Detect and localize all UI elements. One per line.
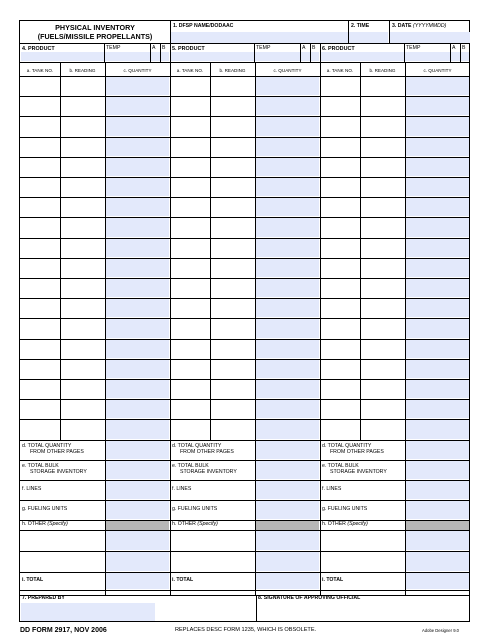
quantity-cell[interactable] (406, 218, 469, 236)
group-3-row-blank1-value[interactable] (406, 531, 469, 550)
reading-cell[interactable] (211, 259, 254, 277)
group-1-fueling-units-label: g. FUELING UNITS (22, 505, 68, 512)
quantity-cell[interactable] (256, 158, 319, 176)
reading-cell[interactable] (211, 380, 254, 398)
group-3-other-label (322, 522, 368, 528)
quantity-cell[interactable] (256, 299, 319, 317)
date-label: 3. DATE (YYYYMMDD) (392, 23, 447, 29)
quantity-cell[interactable] (106, 420, 169, 438)
quantity-cell[interactable] (406, 380, 469, 398)
tank-no-cell[interactable] (171, 198, 209, 216)
bottom-divider (20, 595, 469, 596)
reading-cell[interactable] (61, 400, 104, 418)
reading-cell[interactable] (61, 77, 104, 95)
group-3-row-blank1-specify-field[interactable] (321, 531, 404, 550)
signature-field[interactable] (257, 603, 470, 621)
group-1-b-divider (160, 43, 161, 62)
group-1-specify-note: (Specify) (47, 520, 68, 527)
group-2-other-label (172, 522, 218, 528)
tank-no-cell[interactable] (21, 178, 59, 196)
tank-no-cell[interactable] (171, 360, 209, 378)
group-3-a-label: A (452, 45, 456, 51)
reading-cell[interactable] (361, 158, 404, 176)
group-3-temp-label: TEMP (406, 45, 421, 51)
group-1-total-bulk-label: e. TOTAL BULK (22, 462, 59, 469)
group-2-total-quantity-label: d. TOTAL QUANTITY (172, 442, 222, 449)
reading-cell[interactable] (361, 117, 404, 135)
reading-cell[interactable] (361, 380, 404, 398)
tank-no-cell[interactable] (21, 420, 59, 438)
header-divider (20, 43, 469, 44)
quantity-cell[interactable] (106, 279, 169, 297)
tank-no-cell[interactable] (21, 198, 59, 216)
group-1-row-i-line (20, 590, 170, 591)
reading-cell[interactable] (361, 77, 404, 95)
group-3-total-bulk-label: e. TOTAL BULK (322, 462, 359, 469)
reading-cell[interactable] (361, 360, 404, 378)
quantity-cell[interactable] (106, 319, 169, 337)
group-2-storage-inventory-label: STORAGE INVENTORY (180, 468, 237, 475)
tank-no-cell[interactable] (171, 340, 209, 358)
group-3-row-blank2-value[interactable] (406, 552, 469, 571)
designer-note: Adobe Designer 9.0 (422, 628, 460, 633)
tank-no-cell[interactable] (321, 178, 359, 196)
group-1-other-label (22, 522, 68, 528)
tank-no-cell[interactable] (21, 97, 59, 115)
reading-cell[interactable] (361, 279, 404, 297)
reading-cell[interactable] (61, 117, 104, 135)
tank-no-cell[interactable] (321, 77, 359, 95)
tank-no-cell[interactable] (21, 259, 59, 277)
group-1-total-label: i. TOTAL (22, 576, 44, 583)
quantity-cell[interactable] (406, 178, 469, 196)
tank-no-cell[interactable] (321, 138, 359, 156)
prepared-by-field[interactable] (21, 603, 155, 621)
group-3-header-bottom (320, 62, 470, 63)
quantity-cell[interactable] (106, 380, 169, 398)
quantity-cell[interactable] (406, 239, 469, 257)
group-3-row-g-value[interactable] (406, 501, 469, 519)
quantity-cell[interactable] (406, 97, 469, 115)
group-2-lines-label: f. LINES (172, 485, 192, 492)
reading-cell[interactable] (361, 97, 404, 115)
group-1-col-quantity: c. QUANTITY (123, 68, 152, 73)
quantity-cell[interactable] (106, 400, 169, 418)
group-1-temp-label: TEMP (106, 45, 121, 51)
reading-cell[interactable] (61, 218, 104, 236)
reading-cell[interactable] (211, 360, 254, 378)
tank-no-cell[interactable] (171, 279, 209, 297)
group-3-b-label: B (462, 45, 466, 51)
tank-no-cell[interactable] (171, 239, 209, 257)
reading-cell[interactable] (211, 319, 254, 337)
group-3-row-h-shaded (406, 521, 469, 530)
group-2-col-reading: b. READING (219, 68, 246, 73)
reading-cell[interactable] (361, 138, 404, 156)
group-3-row-e-value[interactable] (406, 461, 469, 479)
group-1-product-field[interactable] (21, 52, 169, 61)
reading-cell[interactable] (211, 400, 254, 418)
quantity-cell[interactable] (256, 77, 319, 95)
quantity-cell[interactable] (256, 380, 319, 398)
group-1-header-bottom (20, 62, 170, 63)
tank-no-cell[interactable] (21, 239, 59, 257)
quantity-cell[interactable] (256, 138, 319, 156)
group-1-col-b-line (105, 62, 106, 440)
reading-cell[interactable] (211, 158, 254, 176)
group-1-row-f-value[interactable] (106, 481, 169, 499)
group-1-from-other-pages-label: FROM OTHER PAGES (30, 448, 84, 455)
reading-cell[interactable] (211, 218, 254, 236)
group-2-product-label: 5. PRODUCT (172, 46, 205, 52)
quantity-cell[interactable] (406, 319, 469, 337)
group-3-sum-divider (405, 440, 406, 595)
reading-cell[interactable] (61, 319, 104, 337)
quantity-cell[interactable] (106, 239, 169, 257)
group-2-row-f-value[interactable] (256, 481, 319, 499)
group-3-col-b-line (405, 62, 406, 440)
group-2-total-bulk-label: e. TOTAL BULK (172, 462, 209, 469)
tank-no-cell[interactable] (321, 259, 359, 277)
quantity-cell[interactable] (256, 360, 319, 378)
tank-no-cell[interactable] (321, 97, 359, 115)
tank-no-cell[interactable] (21, 138, 59, 156)
group-2-temp-divider (254, 43, 255, 62)
group-2-product-field[interactable] (171, 52, 319, 61)
tank-no-cell[interactable] (321, 360, 359, 378)
group-3-a-divider (450, 43, 451, 62)
quantity-cell[interactable] (256, 218, 319, 236)
group-1-col-reading: b. READING (69, 68, 96, 73)
quantity-cell[interactable] (256, 97, 319, 115)
group-3-col-tank-no: a. TANK NO. (326, 68, 354, 73)
group-1-row-blank2-value[interactable] (106, 552, 169, 571)
group-2-b-label: B (312, 45, 316, 51)
quantity-cell[interactable] (256, 259, 319, 277)
quantity-cell[interactable] (256, 340, 319, 358)
dfsp-name-label: 1. DFSP NAME/DODAAC (173, 23, 234, 29)
group-2-col-b-line (255, 62, 256, 440)
time-divider (348, 21, 349, 43)
quantity-cell[interactable] (106, 198, 169, 216)
group-3-product-field[interactable] (321, 52, 469, 61)
tank-no-cell[interactable] (321, 400, 359, 418)
group-3-other-text: h. OTHER (322, 520, 346, 527)
tank-no-cell[interactable] (171, 138, 209, 156)
reading-cell[interactable] (61, 340, 104, 358)
quantity-cell[interactable] (106, 360, 169, 378)
group-2-row-blank1-value[interactable] (256, 531, 319, 550)
quantity-cell[interactable] (256, 420, 319, 438)
group-3-row-i-line (320, 590, 470, 591)
group-3-storage-inventory-label: STORAGE INVENTORY (330, 468, 387, 475)
quantity-cell[interactable] (256, 117, 319, 135)
quantity-cell[interactable] (256, 239, 319, 257)
form-title-line2: (FUELS/MISSILE PROPELLANTS) (37, 32, 153, 41)
group-3-col-quantity: c. QUANTITY (423, 68, 452, 73)
reading-cell[interactable] (211, 340, 254, 358)
reading-cell[interactable] (361, 239, 404, 257)
tank-no-cell[interactable] (21, 400, 59, 418)
reading-cell[interactable] (61, 178, 104, 196)
group-3-temp-divider (404, 43, 405, 62)
group-3-fueling-units-label: g. FUELING UNITS (322, 505, 368, 512)
quantity-cell[interactable] (106, 340, 169, 358)
reading-cell[interactable] (61, 138, 104, 156)
quantity-cell[interactable] (106, 158, 169, 176)
group-2-a-divider (300, 43, 301, 62)
group-2-b-divider (310, 43, 311, 62)
group-2-a-label: A (302, 45, 306, 51)
quantity-cell[interactable] (106, 117, 169, 135)
tank-no-cell[interactable] (321, 117, 359, 135)
tank-no-cell[interactable] (321, 319, 359, 337)
group-2-row-e-value[interactable] (256, 461, 319, 479)
group-3-row-i-value[interactable] (406, 573, 469, 589)
tank-no-cell[interactable] (21, 158, 59, 176)
tank-no-cell[interactable] (321, 299, 359, 317)
reading-cell[interactable] (361, 319, 404, 337)
form-id: DD FORM 2917, NOV 2006 (20, 627, 107, 634)
quantity-cell[interactable] (406, 340, 469, 358)
quantity-cell[interactable] (256, 198, 319, 216)
reading-cell[interactable] (61, 360, 104, 378)
time-label: 2. TIME (351, 23, 370, 29)
tank-no-cell[interactable] (321, 239, 359, 257)
group-2-row-blank2-value[interactable] (256, 552, 319, 571)
group-1-temp-divider (104, 43, 105, 62)
quantity-cell[interactable] (256, 319, 319, 337)
reading-cell[interactable] (61, 299, 104, 317)
quantity-cell[interactable] (256, 400, 319, 418)
reading-cell[interactable] (361, 198, 404, 216)
reading-cell[interactable] (211, 178, 254, 196)
quantity-cell[interactable] (106, 138, 169, 156)
quantity-cell[interactable] (406, 198, 469, 216)
reading-cell[interactable] (61, 97, 104, 115)
group-1-row-g-value[interactable] (106, 501, 169, 519)
group-1-row-blank1-value[interactable] (106, 531, 169, 550)
reading-cell[interactable] (211, 138, 254, 156)
tank-no-cell[interactable] (21, 117, 59, 135)
tank-no-cell[interactable] (21, 319, 59, 337)
prepared-by-label: 7. PREPARED BY (22, 595, 65, 601)
tank-no-cell[interactable] (171, 259, 209, 277)
group-2-col-tank-no: a. TANK NO. (176, 68, 204, 73)
tank-no-cell[interactable] (321, 420, 359, 438)
quantity-cell[interactable] (106, 218, 169, 236)
group-2-fueling-units-label: g. FUELING UNITS (172, 505, 218, 512)
tank-no-cell[interactable] (171, 380, 209, 398)
group-1-a-label: A (152, 45, 156, 51)
form-title-line1: PHYSICAL INVENTORY (55, 23, 135, 32)
signature-label: 8. SIGNATURE OF APPROVING OFFICIAL (258, 595, 361, 601)
group-2-row-h-shaded (256, 521, 319, 530)
tank-no-cell[interactable] (171, 117, 209, 135)
group-1-col-tank-no: a. TANK NO. (26, 68, 54, 73)
reading-cell[interactable] (361, 218, 404, 236)
group-2-row-blank2-specify-field[interactable] (171, 552, 254, 571)
reading-cell[interactable] (61, 259, 104, 277)
group-3-b-divider (460, 43, 461, 62)
reading-cell[interactable] (361, 420, 404, 438)
group-2-total-label: i. TOTAL (172, 576, 194, 583)
tank-no-cell[interactable] (171, 400, 209, 418)
quantity-cell[interactable] (406, 279, 469, 297)
group-1-row-d-value[interactable] (106, 441, 169, 459)
title-divider (170, 21, 171, 43)
group-2-from-other-pages-label: FROM OTHER PAGES (180, 448, 234, 455)
group-1-lines-label: f. LINES (22, 485, 42, 492)
group-2-other-text: h. OTHER (172, 520, 196, 527)
tank-no-cell[interactable] (321, 340, 359, 358)
reading-cell[interactable] (211, 117, 254, 135)
quantity-cell[interactable] (106, 77, 169, 95)
time-field[interactable] (349, 32, 388, 43)
reading-cell[interactable] (61, 380, 104, 398)
quantity-cell[interactable] (106, 97, 169, 115)
tank-no-cell[interactable] (321, 158, 359, 176)
tank-no-cell[interactable] (21, 340, 59, 358)
group-2-row-i-value[interactable] (256, 573, 319, 589)
group-1-row-i-value[interactable] (106, 573, 169, 589)
quantity-cell[interactable] (256, 279, 319, 297)
group-2-temp-label: TEMP (256, 45, 271, 51)
tank-no-cell[interactable] (171, 97, 209, 115)
group-2-col-a-line (210, 62, 211, 440)
quantity-cell[interactable] (256, 178, 319, 196)
reading-cell[interactable] (211, 77, 254, 95)
reading-cell[interactable] (211, 420, 254, 438)
reading-cell[interactable] (361, 178, 404, 196)
group-3-lines-label: f. LINES (322, 485, 342, 492)
group-2-header-bottom (170, 62, 320, 63)
group-3-total-quantity-label: d. TOTAL QUANTITY (322, 442, 372, 449)
tank-no-cell[interactable] (171, 319, 209, 337)
replaces-note: REPLACES DESC FORM 1235, WHICH IS OBSOLETE. (175, 627, 317, 633)
reading-cell[interactable] (61, 420, 104, 438)
quantity-cell[interactable] (406, 158, 469, 176)
tank-no-cell[interactable] (21, 299, 59, 317)
tank-no-cell[interactable] (21, 380, 59, 398)
group-1-row-h-shaded (106, 521, 169, 530)
group-3-col-a-line (360, 62, 361, 440)
reading-cell[interactable] (361, 340, 404, 358)
date-divider (389, 21, 390, 43)
group-1-product-label: 4. PRODUCT (22, 46, 55, 52)
tank-no-cell[interactable] (171, 178, 209, 196)
tank-no-cell[interactable] (21, 279, 59, 297)
group-3-row-f-value[interactable] (406, 481, 469, 499)
tank-no-cell[interactable] (321, 380, 359, 398)
tank-no-cell[interactable] (21, 218, 59, 236)
reading-cell[interactable] (211, 299, 254, 317)
signature-divider (256, 595, 257, 622)
group-3-product-label: 6. PRODUCT (322, 46, 355, 52)
tank-no-cell[interactable] (171, 218, 209, 236)
quantity-cell[interactable] (406, 299, 469, 317)
reading-cell[interactable] (211, 97, 254, 115)
group-1-a-divider (150, 43, 151, 62)
group-2-row-i-line (170, 590, 320, 591)
reading-cell[interactable] (361, 259, 404, 277)
quantity-cell[interactable] (106, 259, 169, 277)
group-2-specify-note: (Specify) (197, 520, 218, 527)
group-2-sum-divider (255, 440, 256, 595)
quantity-cell[interactable] (106, 299, 169, 317)
inventory-form (19, 20, 470, 622)
group-3-col-reading: b. READING (369, 68, 396, 73)
group-3-total-label: i. TOTAL (322, 576, 344, 583)
quantity-cell[interactable] (406, 117, 469, 135)
tank-no-cell[interactable] (171, 158, 209, 176)
tank-no-cell[interactable] (321, 279, 359, 297)
reading-cell[interactable] (361, 299, 404, 317)
quantity-cell[interactable] (406, 360, 469, 378)
tank-no-cell[interactable] (171, 420, 209, 438)
date-field[interactable] (390, 32, 470, 43)
group-1-b-label: B (162, 45, 166, 51)
group-2-row-d-value[interactable] (256, 441, 319, 459)
group-1-storage-inventory-label: STORAGE INVENTORY (30, 468, 87, 475)
dfsp-name-field[interactable] (171, 32, 348, 43)
tank-no-cell[interactable] (321, 218, 359, 236)
quantity-cell[interactable] (406, 77, 469, 95)
reading-cell[interactable] (61, 158, 104, 176)
group-1-total-quantity-label: d. TOTAL QUANTITY (22, 442, 72, 449)
tank-no-cell[interactable] (171, 77, 209, 95)
reading-cell[interactable] (211, 198, 254, 216)
group-2-row-g-value[interactable] (256, 501, 319, 519)
group-1-other-text: h. OTHER (22, 520, 46, 527)
group-3-row-blank2-specify-field[interactable] (321, 552, 404, 571)
reading-cell[interactable] (61, 198, 104, 216)
quantity-cell[interactable] (406, 400, 469, 418)
quantity-cell[interactable] (406, 420, 469, 438)
group-1-row-blank1-specify-field[interactable] (21, 531, 104, 550)
group-1-row-e-value[interactable] (106, 461, 169, 479)
reading-cell[interactable] (211, 239, 254, 257)
tank-no-cell[interactable] (21, 360, 59, 378)
quantity-cell[interactable] (106, 178, 169, 196)
group-3-specify-note: (Specify) (347, 520, 368, 527)
group-1-row-blank2-specify-field[interactable] (21, 552, 104, 571)
reading-cell[interactable] (211, 279, 254, 297)
reading-cell[interactable] (61, 279, 104, 297)
tank-no-cell[interactable] (171, 299, 209, 317)
group-3-row-d-value[interactable] (406, 441, 469, 459)
group-1-sum-divider (105, 440, 106, 595)
group-3-from-other-pages-label: FROM OTHER PAGES (330, 448, 384, 455)
group-1-col-a-line (60, 62, 61, 440)
quantity-cell[interactable] (406, 138, 469, 156)
group-2-col-quantity: c. QUANTITY (273, 68, 302, 73)
reading-cell[interactable] (61, 239, 104, 257)
group-2-row-blank1-specify-field[interactable] (171, 531, 254, 550)
quantity-cell[interactable] (406, 259, 469, 277)
tank-no-cell[interactable] (21, 77, 59, 95)
tank-no-cell[interactable] (321, 198, 359, 216)
reading-cell[interactable] (361, 400, 404, 418)
